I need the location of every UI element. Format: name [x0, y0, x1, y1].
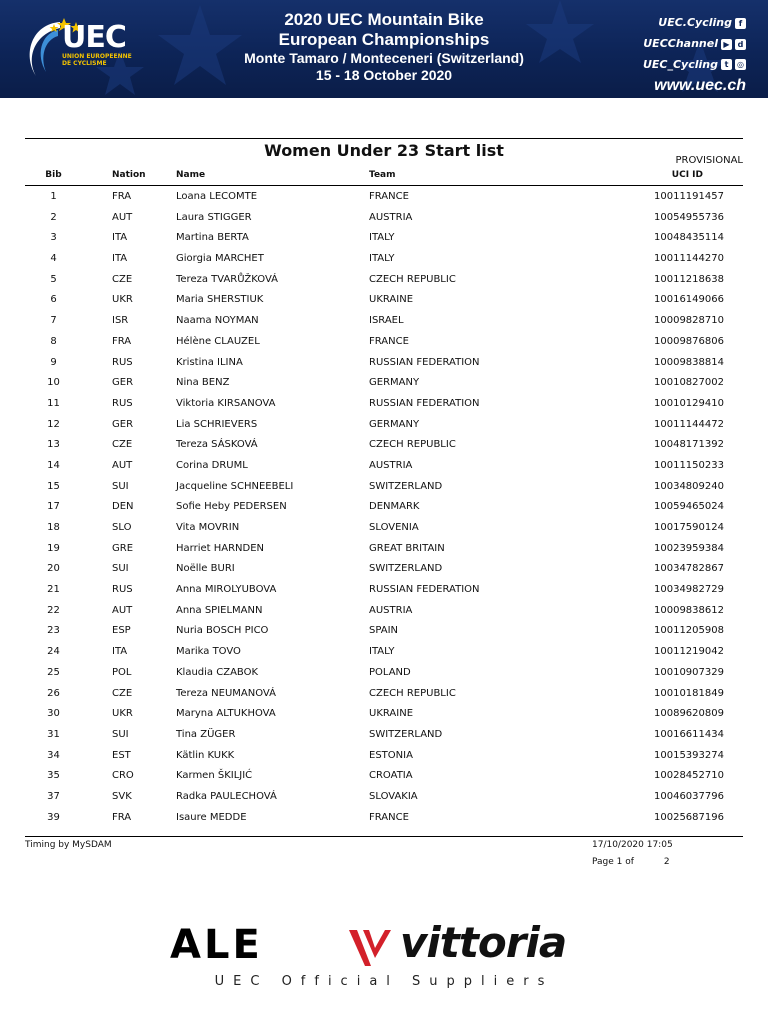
nation-cell: EST: [112, 749, 131, 761]
page-total: 2: [663, 857, 670, 867]
column-header-bib: Bib: [45, 170, 62, 180]
bib-cell: 35: [47, 770, 60, 782]
table-row: [25, 663, 743, 684]
table-row: [25, 270, 743, 291]
team-cell: CZECH REPUBLIC: [369, 439, 456, 451]
rider-name-cell: Noëlle BURI: [176, 563, 235, 575]
nation-cell: RUS: [112, 584, 133, 596]
rider-name-cell: Anna MIROLYUBOVA: [176, 584, 277, 596]
rider-name-cell: Lia SCHRIEVERS: [176, 418, 258, 430]
bib-cell: 20: [47, 563, 60, 575]
bib-cell: 30: [47, 708, 60, 720]
event-location: Monte Tamaro / Monteceneri (Switzerland): [244, 50, 524, 66]
uci-id-cell: 10034982729: [654, 584, 724, 596]
timing-credit: Timing by MySDAM: [25, 840, 112, 850]
rider-name-cell: Nina BENZ: [176, 377, 230, 389]
bib-cell: 21: [47, 584, 60, 596]
nation-cell: ITA: [112, 253, 128, 265]
uci-id-cell: 10015393274: [654, 749, 724, 761]
bib-cell: 34: [47, 749, 60, 761]
table-row: [25, 808, 743, 829]
rider-name-cell: Kätlin KUKK: [176, 749, 235, 761]
event-title-line2: European Championships: [278, 30, 490, 49]
nation-cell: UKR: [112, 294, 133, 306]
team-cell: ITALY: [369, 232, 395, 244]
vittoria-logo: vittoria: [400, 918, 567, 967]
uci-id-cell: 10023959384: [654, 542, 724, 554]
nation-cell: RUS: [112, 356, 133, 368]
team-cell: SLOVAKIA: [369, 790, 418, 802]
team-cell: GERMANY: [369, 377, 420, 389]
team-cell: ESTONIA: [369, 749, 413, 761]
table-row: [25, 394, 743, 415]
column-header-team: Team: [369, 170, 396, 180]
uci-id-cell: 10010827002: [654, 377, 724, 389]
social-youtube-handle[interactable]: UECChannel: [643, 37, 718, 51]
rider-name-cell: Jacqueline SCHNEEBELI: [176, 480, 294, 492]
table-row: [25, 559, 743, 580]
nation-cell: SLO: [112, 522, 132, 533]
table-row: [25, 353, 743, 374]
team-cell: AUSTRIA: [369, 604, 413, 616]
bib-cell: 15: [47, 480, 60, 492]
uci-id-cell: 10009838814: [654, 356, 724, 368]
nation-cell: SUI: [112, 563, 129, 575]
bib-cell: 3: [50, 232, 57, 244]
nation-cell: FRA: [112, 191, 132, 202]
table-row: [25, 477, 743, 498]
nation-cell: CZE: [112, 273, 133, 285]
uci-id-cell: 10011191457: [654, 191, 724, 202]
team-cell: FRANCE: [369, 335, 409, 347]
bib-cell: 17: [47, 501, 60, 513]
rider-name-cell: Maryna ALTUKHOVA: [176, 708, 276, 720]
nation-cell: ISR: [112, 315, 129, 327]
bib-cell: 26: [47, 687, 60, 699]
team-cell: ITALY: [369, 253, 395, 265]
team-cell: AUSTRIA: [369, 459, 413, 471]
team-cell: ITALY: [369, 646, 395, 658]
bib-cell: 8: [50, 335, 57, 347]
social-links: [643, 13, 746, 96]
nation-cell: AUT: [112, 604, 133, 616]
bib-cell: 12: [47, 418, 60, 430]
bib-cell: 11: [47, 397, 60, 409]
rider-name-cell: Harriet HARNDEN: [176, 542, 265, 554]
team-cell: CROATIA: [369, 770, 413, 782]
rider-name-cell: Laura STIGGER: [176, 211, 252, 223]
table-row: [25, 415, 743, 436]
uci-id-cell: 10009828710: [654, 315, 724, 327]
uci-id-cell: 10010907329: [654, 666, 724, 678]
table-row: [25, 311, 743, 332]
nation-cell: FRA: [112, 811, 132, 823]
rider-name-cell: Radka PAULECHOVÁ: [176, 790, 277, 802]
uci-id-cell: 10011144270: [654, 253, 724, 265]
table-row: [25, 580, 743, 601]
uci-id-cell: 10089620809: [654, 708, 724, 720]
bib-cell: 24: [47, 646, 60, 658]
uci-id-cell: 10054955736: [654, 211, 724, 223]
uec-logo-subtitle: UNION EUROPEENNE DE CYCLISME: [62, 53, 132, 67]
sponsor-banner: [0, 900, 768, 1010]
team-cell: AUSTRIA: [369, 211, 413, 223]
dailymotion-icon[interactable]: d: [735, 39, 746, 50]
website-link[interactable]: www.uec.ch: [654, 77, 746, 95]
table-row: [25, 249, 743, 270]
table-row: [25, 435, 743, 456]
rider-name-cell: Tereza NEUMANOVÁ: [176, 687, 276, 699]
bib-cell: 6: [50, 294, 57, 306]
bib-cell: 13: [47, 439, 60, 451]
page-info: [592, 857, 670, 867]
nation-cell: CZE: [112, 439, 133, 451]
social-facebook-handle[interactable]: UEC.Cycling: [658, 16, 732, 30]
social-twitter-handle[interactable]: UEC_Cycling: [642, 57, 718, 71]
uci-id-cell: 10017590124: [654, 522, 724, 533]
header-banner: [0, 0, 768, 98]
team-cell: UKRAINE: [369, 708, 414, 720]
table-row: [25, 373, 743, 394]
rider-name-cell: Isaure MEDDE: [176, 811, 247, 823]
nation-cell: AUT: [112, 211, 133, 223]
bib-cell: 22: [47, 604, 60, 616]
table-row: [25, 642, 743, 663]
team-cell: RUSSIAN FEDERATION: [369, 356, 480, 368]
table-row: [25, 725, 743, 746]
nation-cell: UKR: [112, 708, 133, 720]
bib-cell: 37: [47, 790, 60, 802]
team-cell: DENMARK: [369, 501, 420, 513]
bib-cell: 18: [47, 522, 60, 533]
page-label: Page 1 of: [592, 857, 634, 867]
team-cell: ISRAEL: [369, 315, 404, 327]
status-label: PROVISIONAL: [675, 155, 743, 166]
nation-cell: CRO: [112, 770, 134, 782]
uci-id-cell: 10025687196: [654, 811, 724, 823]
print-datetime: 17/10/2020 17:05: [592, 840, 673, 850]
footer-rule: [25, 836, 743, 837]
table-row: [25, 621, 743, 642]
bib-cell: 10: [47, 377, 60, 389]
page-title: Women Under 23 Start list: [264, 141, 504, 160]
rider-name-cell: Corina DRUML: [176, 459, 248, 471]
table-row: [25, 518, 743, 539]
team-cell: SWITZERLAND: [369, 563, 443, 575]
nation-cell: GER: [112, 377, 134, 389]
uci-id-cell: 10016149066: [654, 294, 724, 306]
team-cell: POLAND: [369, 666, 411, 678]
uci-id-cell: 10034809240: [654, 480, 724, 492]
bib-cell: 4: [50, 253, 57, 265]
vittoria-mark-icon: [345, 926, 400, 970]
nation-cell: POL: [112, 666, 132, 678]
rider-name-cell: Klaudia CZABOK: [176, 666, 259, 678]
nation-cell: SUI: [112, 728, 129, 740]
bib-cell: 31: [47, 728, 60, 740]
uci-id-cell: 10034782867: [654, 563, 724, 575]
team-cell: RUSSIAN FEDERATION: [369, 397, 480, 409]
uec-logo-text: UEC: [62, 20, 126, 55]
uci-id-cell: 10011144472: [654, 418, 724, 430]
bib-cell: 2: [50, 211, 57, 223]
bib-cell: 1: [50, 191, 57, 202]
table-row: [25, 601, 743, 622]
instagram-icon[interactable]: ◎: [735, 59, 746, 70]
team-cell: GREAT BRITAIN: [369, 542, 445, 554]
bib-cell: 25: [47, 666, 60, 678]
column-header-name: Name: [176, 170, 206, 180]
bib-cell: 7: [50, 315, 57, 327]
youtube-icon[interactable]: ▶: [721, 39, 732, 50]
rider-name-cell: Karmen ŠKILJIĆ: [176, 770, 253, 782]
rider-name-cell: Hélène CLAUZEL: [176, 335, 260, 347]
table-row: [25, 684, 743, 705]
table-row: [25, 290, 743, 311]
table-row: [25, 497, 743, 518]
team-cell: UKRAINE: [369, 294, 414, 306]
twitter-icon[interactable]: t: [721, 59, 732, 70]
nation-cell: AUT: [112, 459, 133, 471]
rider-name-cell: Kristina ILINA: [176, 356, 243, 368]
team-cell: CZECH REPUBLIC: [369, 273, 456, 285]
team-cell: SPAIN: [369, 625, 399, 637]
rider-name-cell: Tereza SÁSKOVÁ: [176, 439, 258, 451]
title-rule: [25, 138, 743, 139]
team-cell: SLOVENIA: [369, 522, 419, 533]
table-row: [25, 704, 743, 725]
bib-cell: 9: [50, 356, 57, 368]
column-header-uci-id: UCI ID: [671, 170, 703, 180]
team-cell: FRANCE: [369, 191, 409, 202]
nation-cell: SUI: [112, 480, 129, 492]
uci-id-cell: 10009838612: [654, 604, 724, 616]
nation-cell: ITA: [112, 232, 128, 244]
column-header-nation: Nation: [112, 170, 146, 180]
uci-id-cell: 10010181849: [654, 687, 724, 699]
nation-cell: SVK: [112, 790, 132, 802]
table-row: [25, 456, 743, 477]
rider-name-cell: Giorgia MARCHET: [176, 253, 264, 265]
uci-id-cell: 10048435114: [654, 232, 724, 244]
team-cell: SWITZERLAND: [369, 728, 443, 740]
suppliers-caption: UEC Official Suppliers: [214, 974, 554, 989]
table-row: [25, 766, 743, 787]
table-row: [25, 787, 743, 808]
rider-name-cell: Tereza TVARŮŽKOVÁ: [176, 273, 279, 285]
nation-cell: RUS: [112, 397, 133, 409]
team-cell: GERMANY: [369, 418, 420, 430]
table-row: [25, 187, 743, 208]
rider-name-cell: Loana LECOMTE: [176, 191, 258, 202]
bib-cell: 14: [47, 459, 60, 471]
rider-name-cell: Maria SHERSTIUK: [176, 294, 264, 306]
table-row: [25, 746, 743, 767]
rider-name-cell: Naama NOYMAN: [176, 315, 259, 327]
nation-cell: ESP: [112, 625, 131, 637]
uci-id-cell: 10059465024: [654, 501, 724, 513]
uci-id-cell: 10011150233: [654, 459, 724, 471]
bib-cell: 23: [47, 625, 60, 637]
uci-id-cell: 10009876806: [654, 335, 724, 347]
team-cell: CZECH REPUBLIC: [369, 687, 456, 699]
uci-id-cell: 10011205908: [654, 625, 724, 637]
event-title-line1: 2020 UEC Mountain Bike: [284, 10, 484, 29]
uci-id-cell: 10016611434: [654, 728, 724, 740]
nation-cell: DEN: [112, 501, 134, 513]
team-cell: SWITZERLAND: [369, 480, 443, 492]
nation-cell: GRE: [112, 542, 134, 554]
table-row: [25, 332, 743, 353]
rider-name-cell: Tina ZÜGER: [176, 728, 236, 740]
nation-cell: FRA: [112, 335, 132, 347]
nation-cell: CZE: [112, 687, 133, 699]
social-youtube[interactable]: [643, 34, 746, 55]
uci-id-cell: 10046037796: [654, 790, 724, 802]
uci-id-cell: 10048171392: [654, 439, 724, 451]
uci-id-cell: 10011218638: [654, 273, 724, 285]
rider-name-cell: Marika TOVO: [176, 646, 241, 658]
uci-id-cell: 10010129410: [654, 397, 724, 409]
uci-id-cell: 10028452710: [654, 770, 724, 782]
rider-name-cell: Viktoria KIRSANOVA: [176, 397, 276, 409]
social-facebook[interactable]: [643, 13, 746, 34]
bib-cell: 39: [47, 811, 60, 823]
uci-id-cell: 10011219042: [654, 646, 724, 658]
social-twitter[interactable]: [643, 54, 746, 75]
bib-cell: 19: [47, 542, 60, 554]
nation-cell: ITA: [112, 646, 128, 658]
table-row: [25, 539, 743, 560]
rider-name-cell: Nuria BOSCH PICO: [176, 625, 269, 637]
table-row: [25, 228, 743, 249]
rider-name-cell: Anna SPIELMANN: [176, 604, 263, 616]
team-cell: FRANCE: [369, 811, 409, 823]
start-list-table: [25, 187, 743, 828]
facebook-icon[interactable]: f: [735, 18, 746, 29]
team-cell: RUSSIAN FEDERATION: [369, 584, 480, 596]
rider-name-cell: Vita MOVRIN: [176, 522, 240, 533]
table-header: [25, 168, 743, 186]
rider-name-cell: Sofie Heby PEDERSEN: [176, 501, 287, 513]
rider-name-cell: Martina BERTA: [176, 232, 249, 244]
event-dates: 15 - 18 October 2020: [315, 67, 453, 83]
bib-cell: 5: [50, 273, 57, 285]
ale-logo: ALE: [170, 922, 263, 968]
nation-cell: GER: [112, 418, 134, 430]
table-row: [25, 208, 743, 229]
